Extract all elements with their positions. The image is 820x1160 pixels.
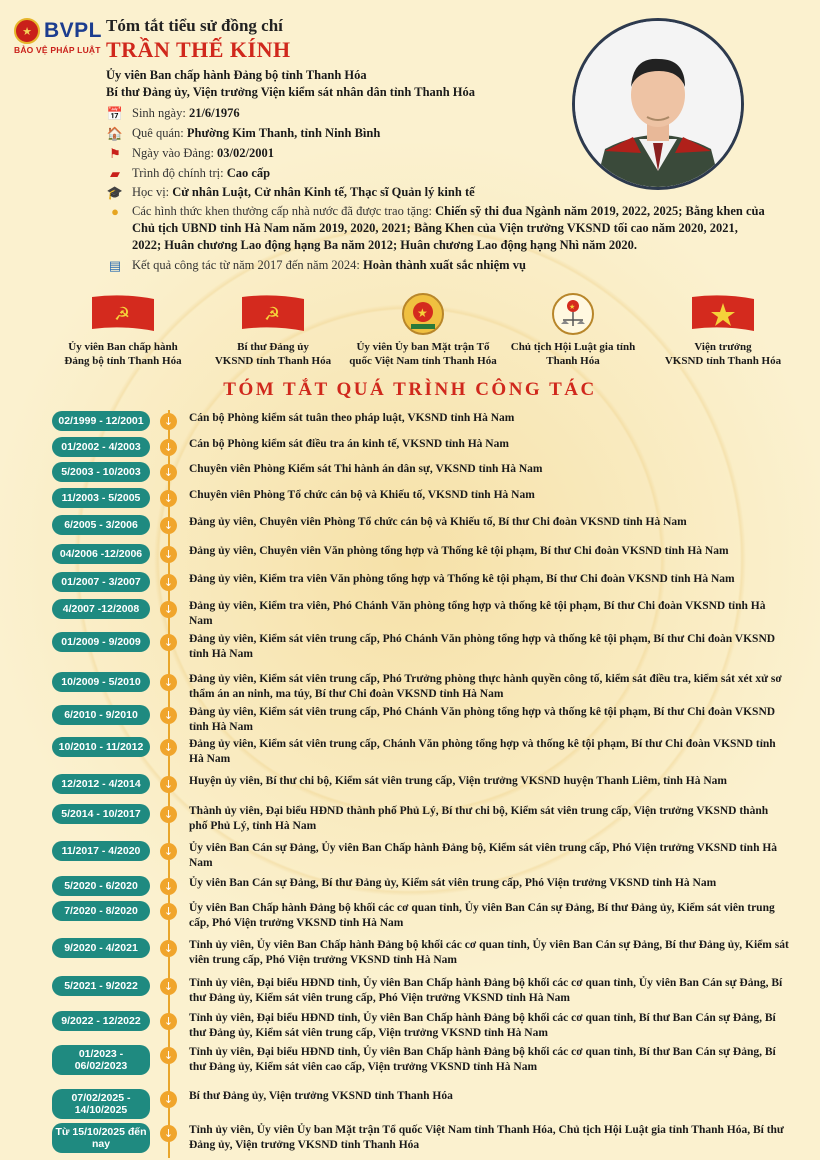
arrow-down-icon: ↓: [160, 843, 177, 860]
party-flag-icon: ⚑: [109, 146, 121, 161]
timeline-date: 12/2012 - 4/2014: [52, 774, 150, 794]
timeline-row: [52, 705, 802, 734]
timeline-row: [52, 841, 802, 870]
role-line: Đảng bộ tỉnh Thanh Hóa: [64, 355, 182, 367]
party-flag-icon: [92, 292, 154, 336]
timeline-row: [52, 1123, 802, 1153]
timeline-date: 02/1999 - 12/2001: [52, 411, 150, 431]
portrait-photo: [572, 18, 744, 190]
arrow-down-icon: ↓: [160, 940, 177, 957]
timeline-date: 01/2023 - 06/02/2023: [52, 1045, 150, 1075]
logo[interactable]: [14, 18, 102, 55]
arrow-down-icon: ↓: [160, 878, 177, 895]
svg-text:☭: ☭: [264, 304, 281, 325]
role-line: Viện trưởng: [694, 341, 752, 353]
svg-text:★: ★: [417, 306, 428, 320]
awards-value: Chiến sỹ thi đua Ngành năm 2019, 2022, 2025; Bằng khen của Chủ tịch UBND tỉnh Hà Nam năm 2019, 2020, 2021; Bằng Khen của Viện trưởng VKSND tối cao năm 2020, 2021, 2022; Huân chương Lao động hạng Ba năm 2012; Huân chương Lao động hạng Nhì năm 2020.: [132, 204, 765, 252]
timeline-text: Đảng ủy viên, Kiểm sát viên trung cấp, Phó Chánh Văn phòng tổng hợp và thống kê tội phạm, Bí thư Chi đoàn VKSND tỉnh Hà Nam: [189, 633, 776, 660]
timeline-text: Bí thư Đảng ủy, Viện trưởng VKSND tỉnh Thanh Hóa: [189, 1090, 453, 1102]
info-result: [106, 258, 526, 274]
role-item: [48, 292, 198, 368]
arrow-down-icon: ↓: [160, 546, 177, 563]
position-line-2: Bí thư Đảng ủy, Viện trưởng Viện kiểm sát nhân dân tỉnh Thanh Hóa: [106, 85, 476, 99]
timeline-date: 4/2007 -12/2008: [52, 599, 150, 619]
hometown-label: Quê quán:: [132, 126, 184, 140]
timeline-row: [52, 411, 802, 431]
arrow-down-icon: ↓: [160, 806, 177, 823]
emblem-icon: ★: [14, 18, 40, 44]
role-item: [348, 292, 498, 368]
role-line: Thanh Hóa: [546, 355, 600, 367]
roles-row: [48, 292, 798, 368]
arrow-down-icon: ↓: [160, 674, 177, 691]
info-awards: [106, 203, 766, 254]
timeline-date: 5/2021 - 9/2022: [52, 976, 150, 996]
book-icon: ▰: [110, 166, 120, 181]
arrow-down-icon: ↓: [160, 574, 177, 591]
timeline-date: 01/2009 - 9/2009: [52, 632, 150, 652]
timeline-date: 01/2002 - 4/2003: [52, 437, 150, 457]
timeline-date: 9/2020 - 4/2021: [52, 938, 150, 958]
education-value: Cử nhân Luật, Cử nhân Kinh tế, Thạc sĩ Quản lý kinh tế: [172, 185, 475, 199]
arrow-down-icon: ↓: [160, 517, 177, 534]
timeline-date: 9/2022 - 12/2022: [52, 1011, 150, 1031]
arrow-down-icon: ↓: [160, 978, 177, 995]
timeline-row: [52, 632, 802, 661]
timeline-row: [52, 976, 802, 1005]
calendar-icon: 📅: [106, 106, 124, 121]
info-birth: [106, 106, 240, 122]
timeline-text: Chuyên viên Phòng Kiểm sát Thi hành án dân sự, VKSND tỉnh Hà Nam: [189, 463, 543, 475]
role-line: Chủ tịch Hội Luật gia tỉnh: [510, 341, 636, 353]
timeline-text: Đảng ủy viên, Chuyên viên Văn phòng tổng hợp và Thống kê tội phạm, Bí thư Chi đoàn VKSND tỉnh Hà Nam: [189, 545, 729, 557]
role-item: [498, 292, 648, 368]
role-line: VKSND tỉnh Thanh Hóa: [664, 355, 782, 367]
timeline-text: Chuyên viên Phòng Tổ chức cán bộ và Khiếu tố, VKSND tỉnh Hà Nam: [189, 489, 535, 501]
page-title: TRẦN THẾ KÍNH: [106, 37, 291, 62]
timeline-row: [52, 672, 802, 701]
arrow-down-icon: ↓: [160, 634, 177, 651]
role-line: Bí thư Đảng ủy: [237, 341, 309, 353]
timeline-date: 01/2007 - 3/2007: [52, 572, 150, 592]
timeline-row: [52, 1089, 802, 1119]
role-item: [198, 292, 348, 368]
timeline-row: [52, 737, 802, 766]
timeline-text: Huyện ủy viên, Bí thư chi bộ, Kiểm sát viên trung cấp, Viện trưởng VKSND huyện Thanh Liêm, tỉnh Hà Nam: [189, 775, 727, 787]
timeline-row: [52, 572, 802, 592]
svg-text:☭: ☭: [114, 304, 131, 325]
timeline-row: [52, 1011, 802, 1040]
timeline-text: Cán bộ Phòng kiểm sát tuân theo pháp luật, VKSND tỉnh Hà Nam: [189, 412, 515, 424]
timeline-row: [52, 437, 802, 457]
timeline-row: [52, 901, 802, 930]
position-line-1: Ủy viên Ban chấp hành Đảng bộ tỉnh Thanh Hóa: [106, 68, 367, 82]
timeline-row: [52, 1045, 802, 1075]
medal-icon: ●: [111, 203, 119, 219]
arrow-down-icon: ↓: [160, 464, 177, 481]
timeline-text: Đảng ủy viên, Kiểm tra viên, Phó Chánh Văn phòng tổng hợp và thống kê tội phạm, Bí thư Chi đoàn VKSND tỉnh Hà Nam: [189, 600, 766, 627]
arrow-down-icon: ↓: [160, 1091, 177, 1108]
timeline-date: 6/2005 - 3/2006: [52, 515, 150, 535]
timeline-date: 10/2009 - 5/2010: [52, 672, 150, 692]
politics-label: Trình độ chính trị:: [132, 166, 224, 180]
graduation-cap-icon: 🎓: [106, 185, 124, 200]
role-item: [648, 292, 798, 368]
page-subtitle: Tóm tắt tiểu sử đồng chí: [106, 16, 283, 35]
party-date-label: Ngày vào Đảng:: [132, 146, 214, 160]
result-label: Kết quả công tác từ năm 2017 đến năm 2024:: [132, 258, 360, 272]
awards-label: Các hình thức khen thưởng cấp nhà nước đã được trao tặng:: [132, 204, 432, 218]
role-line: Ủy viên Ban chấp hành: [68, 341, 178, 353]
timeline-date: 5/2014 - 10/2017: [52, 804, 150, 824]
timeline-row: [52, 599, 802, 628]
arrow-down-icon: ↓: [160, 739, 177, 756]
role-line: Ủy viên Ủy ban Mặt trận Tổ: [356, 341, 490, 353]
timeline-date: 07/02/2025 - 14/10/2025: [52, 1089, 150, 1119]
logo-text: BVPL: [44, 19, 103, 42]
timeline-row: [52, 462, 802, 482]
arrow-down-icon: ↓: [160, 1125, 177, 1142]
arrow-down-icon: ↓: [160, 601, 177, 618]
timeline-date: 7/2020 - 8/2020: [52, 901, 150, 921]
hometown-value: Phường Kim Thanh, tỉnh Ninh Bình: [186, 126, 381, 140]
arrow-down-icon: ↓: [160, 439, 177, 456]
birth-label: Sinh ngày:: [132, 106, 186, 120]
timeline-text: Thành ủy viên, Đại biểu HĐND thành phố Phủ Lý, Bí thư chi bộ, Kiểm sát viên trung cấp, Viện trưởng VKSND thành phố Phủ Lý, tỉnh Hà Nam: [189, 805, 769, 832]
timeline-row: [52, 804, 802, 833]
timeline-text: Tỉnh ủy viên, Đại biểu HĐND tỉnh, Ủy viên Ban Chấp hành Đảng bộ khối các cơ quan tỉnh, Bí thư Ban Cán sự Đảng, Bí thư Đảng ủy, Kiểm sát viên trung cấp, Viện trưởng VKSND tỉnh Hà Nam: [189, 1012, 776, 1039]
timeline-date: 5/2003 - 10/2003: [52, 462, 150, 482]
timeline-text: Đảng ủy viên, Kiểm sát viên trung cấp, Phó Chánh Văn phòng tổng hợp và thống kê tội phạm, Bí thư Chi đoàn VKSND tỉnh Hà Nam: [189, 706, 776, 733]
svg-text:★: ★: [569, 303, 576, 311]
timeline-text: Tỉnh ủy viên, Đại biểu HĐND tỉnh, Ủy viên Ban Chấp hành Đảng bộ khối các cơ quan tỉnh, Bí thư Ban Cán sự Đảng, Bí thư Đảng ủy, Kiểm sát viên cao cấp, Viện trưởng VKSND tỉnh Hà Nam: [189, 1046, 776, 1073]
timeline-text: Đảng ủy viên, Chuyên viên Phòng Tổ chức cán bộ và Khiếu tố, Bí thư Chi đoàn VKSND tỉnh Hà Nam: [189, 516, 687, 528]
timeline-text: Tỉnh ủy viên, Ủy viên Ủy ban Mặt trận Tổ quốc Việt Nam tỉnh Thanh Hóa, Chủ tịch Hội Luật gia tỉnh Thanh Hóa, Bí thư Đảng ủy, Viện trưởng VKSND tỉnh Thanh Hóa: [189, 1124, 784, 1151]
arrow-down-icon: ↓: [160, 776, 177, 793]
lawyers-association-icon: [551, 292, 595, 336]
timeline-row: [52, 515, 802, 535]
info-hometown: [106, 126, 380, 142]
timeline-text: Cán bộ Phòng kiểm sát điều tra án kinh tế, VKSND tỉnh Hà Nam: [189, 438, 509, 450]
timeline-text: Đảng ủy viên, Kiểm tra viên Văn phòng tổng hợp và Thống kê tội phạm, Bí thư Chi đoàn VKSND tỉnh Hà Nam: [189, 573, 735, 585]
role-line: quốc Việt Nam tỉnh Thanh Hóa: [349, 355, 497, 367]
education-label: Học vị:: [132, 185, 170, 199]
timeline-text: Tỉnh ủy viên, Ủy viên Ban Chấp hành Đảng bộ khối các cơ quan tỉnh, Ủy viên Ban Cán sự Đảng, Bí thư Đảng ủy, Kiểm sát viên trung cấp, Phó Viện trưởng VKSND tỉnh Hà Nam: [189, 939, 789, 966]
timeline-text: Ủy viên Ban Chấp hành Đảng bộ khối các cơ quan tỉnh, Ủy viên Ban Cán sự Đảng, Bí thư Đảng ủy, Kiểm sát viên trung cấp, Phó Viện trưởng VKSND tỉnh Hà Nam: [189, 902, 775, 929]
timeline-row: [52, 488, 802, 508]
timeline-date: 11/2017 - 4/2020: [52, 841, 150, 861]
info-politics: [106, 166, 270, 182]
politics-value: Cao cấp: [226, 166, 271, 180]
birth-value: 21/6/1976: [188, 106, 240, 120]
national-flag-icon: [692, 292, 754, 336]
timeline-date: 6/2010 - 9/2010: [52, 705, 150, 725]
role-line: VKSND tỉnh Thanh Hóa: [214, 355, 332, 367]
info-party-date: [106, 146, 274, 162]
timeline-text: Ủy viên Ban Cán sự Đảng, Bí thư Đảng ủy, Kiểm sát viên trung cấp, Phó Viện trưởng VKSND tỉnh Hà Nam: [189, 877, 717, 889]
home-icon: 🏠: [106, 126, 124, 141]
party-flag-icon: [242, 292, 304, 336]
timeline-row: [52, 876, 802, 896]
logo-subtitle: BẢO VỆ PHÁP LUẬT: [14, 45, 101, 55]
arrow-down-icon: ↓: [160, 903, 177, 920]
timeline-text: Đảng ủy viên, Kiểm sát viên trung cấp, Chánh Văn phòng tổng hợp và thống kê tội phạm, Bí thư Chi đoàn VKSND tỉnh Hà Nam: [189, 738, 776, 765]
timeline-text: Tỉnh ủy viên, Đại biểu HĐND tỉnh, Ủy viên Ban Chấp hành Đảng bộ khối các cơ quan tỉnh, Ủy viên Ban Cán sự Đảng, Bí thư Đảng ủy, Kiểm sát viên trung cấp, Phó Viện trưởng VKSND tỉnh Hà Nam: [189, 977, 783, 1004]
result-value: Hoàn thành xuất sắc nhiệm vụ: [363, 258, 526, 272]
arrow-down-icon: ↓: [160, 1047, 177, 1064]
timeline-date: 04/2006 -12/2006: [52, 544, 150, 564]
party-date-value: 03/02/2001: [217, 146, 274, 160]
timeline-row: [52, 544, 802, 564]
arrow-down-icon: ↓: [160, 413, 177, 430]
info-education: [106, 185, 475, 201]
timeline-row: [52, 938, 802, 967]
timeline-date: 10/2010 - 11/2012: [52, 737, 150, 757]
timeline-text: Đảng ủy viên, Kiểm sát viên trung cấp, Phó Trưởng phòng thực hành quyền công tố, kiểm sát điều tra, kiểm sát xét xử sơ thẩm án an ninh, ma túy, Bí thư Chi đoàn VKSND tỉnh Hà Nam: [189, 673, 782, 700]
timeline-text: Ủy viên Ban Cán sự Đảng, Ủy viên Ban Chấp hành Đảng bộ, Kiểm sát viên trung cấp, Phó Viện trưởng VKSND tỉnh Hà Nam: [189, 842, 778, 869]
timeline-date: Từ 15/10/2025 đến nay: [52, 1123, 150, 1153]
arrow-down-icon: ↓: [160, 490, 177, 507]
arrow-down-icon: ↓: [160, 707, 177, 724]
fatherland-front-icon: [401, 292, 445, 336]
arrow-down-icon: ↓: [160, 1013, 177, 1030]
timeline-row: [52, 774, 802, 794]
timeline-date: 5/2020 - 6/2020: [52, 876, 150, 896]
timeline-date: 11/2003 - 5/2005: [52, 488, 150, 508]
report-icon: ▤: [108, 258, 122, 273]
section-title: TÓM TẮT QUÁ TRÌNH CÔNG TÁC: [223, 379, 597, 400]
